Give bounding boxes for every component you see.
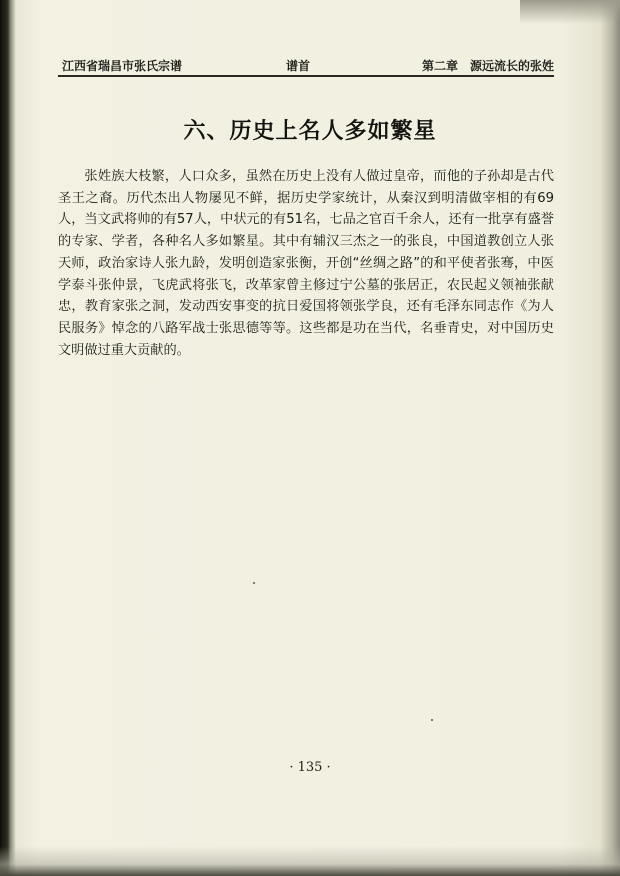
running-header bbox=[58, 57, 554, 75]
header-section: 谱首 bbox=[286, 59, 311, 73]
page-number: · 135 · bbox=[289, 760, 331, 775]
page-curl-shadow bbox=[520, 0, 620, 24]
body-paragraph: 张姓族大枝繁，人口众多，虽然在历史上没有人做过皇帝，而他的子孙却是古代圣王之裔。历代杰出人物屡见不鲜，据历史学家统计，从秦汉到明清做宰相的有69人，当文武将帅的有57人，中状元的有51名，七品之官百千余人，还有一批享有盛誉的专家、学者，各种名人多如繁星。其中有辅汉三杰之一的张良，中国道教创立人张天师，政治家诗人张九龄，发明创造家张衡，开创“丝绸之路”的和平使者张骞，中医学泰斗张仲景，飞虎武将张飞，改革家曾主修过宁公墓的张居正，农民起义领袖张献忠，教育家张之洞，发动西安事变的抗日爱国将领张学良，还有毛泽东同志作《为人民服务》悼念的八路军战士张思德等等。这些都是功在当代，名垂青史，对中国历史文明做过重大贡献的。 bbox=[58, 169, 554, 358]
header-chapter: 第二章 源远流长的张姓 bbox=[421, 59, 554, 73]
scan-speck bbox=[253, 582, 255, 584]
section-title: 六、历史上名人多如繁星 bbox=[183, 119, 437, 144]
header-book-title: 江西省瑞昌市张氏宗谱 bbox=[62, 59, 183, 73]
header-rule bbox=[58, 75, 554, 77]
bottom-edge-shadow bbox=[0, 846, 620, 876]
scan-speck bbox=[431, 719, 433, 721]
